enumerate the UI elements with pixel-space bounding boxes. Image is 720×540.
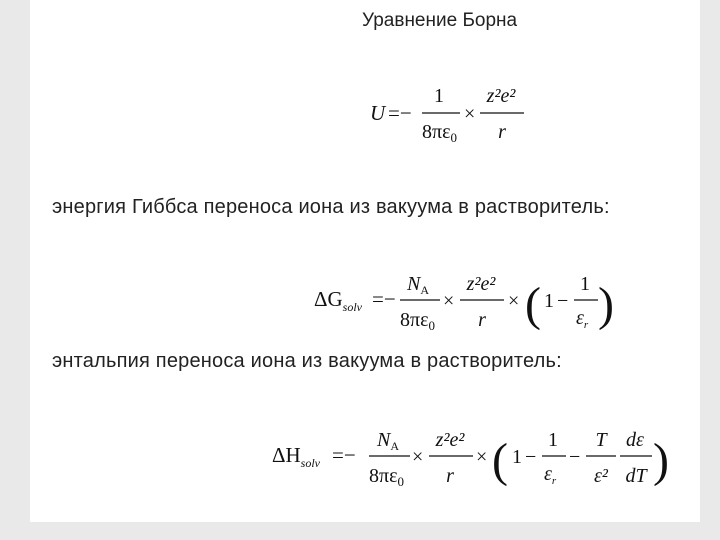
enthalpy-frac5-num: dε — [626, 429, 644, 451]
gibbs-minus: − — [557, 290, 569, 312]
gibbs-frac3-num: 1 — [580, 273, 590, 295]
born-equation — [368, 82, 538, 146]
enthalpy-lhs: $\Delta H_{solv}$ — [272, 443, 321, 470]
enthalpy-minus-2: − — [569, 446, 581, 468]
born-equals-minus: =− — [388, 101, 412, 125]
gibbs-label: энергия Гиббса переноса иона из вакуума в растворитель: — [52, 196, 610, 218]
enthalpy-frac4-num: T — [595, 429, 607, 451]
gibbs-times-2: × — [508, 290, 520, 312]
enthalpy-frac2-den: r — [446, 465, 454, 487]
enthalpy-frac1-den: $8\pi\varepsilon_0$ — [369, 465, 404, 489]
gibbs-equation — [312, 270, 612, 334]
enthalpy-frac3-num: 1 — [548, 429, 558, 451]
enthalpy-frac2-num: z²e² — [435, 429, 465, 451]
enthalpy-paren-left: ( — [492, 434, 508, 487]
slide-title: Уравнение Борна — [362, 10, 518, 31]
gibbs-frac2-den: r — [478, 309, 486, 331]
gibbs-times-1: × — [443, 290, 455, 312]
gibbs-one: 1 — [544, 290, 554, 312]
gibbs-frac1-num: $N_A$ — [406, 273, 430, 297]
gibbs-paren-right: ) — [598, 278, 614, 331]
enthalpy-equation — [270, 424, 670, 494]
enthalpy-frac3-den: $\varepsilon_r$ — [544, 463, 557, 487]
gibbs-frac3-den: $\varepsilon_r$ — [576, 307, 589, 331]
born-lhs: U — [370, 101, 386, 125]
gibbs-frac2-num: z²e² — [466, 273, 496, 295]
enthalpy-times-1: × — [412, 446, 424, 468]
enthalpy-label: энтальпия переноса иона из вакуума в растворитель: — [52, 350, 562, 372]
enthalpy-frac5-den: dT — [625, 465, 647, 487]
born-frac1-num: 1 — [434, 85, 444, 107]
born-frac2-num: z²e² — [486, 85, 516, 107]
born-frac1-den: $8\pi\varepsilon_0$ — [422, 121, 457, 145]
gibbs-paren-left: ( — [525, 278, 541, 331]
enthalpy-equals-minus: =− — [332, 443, 356, 467]
enthalpy-times-2: × — [476, 446, 488, 468]
gibbs-frac1-den: $8\pi\varepsilon_0$ — [400, 309, 435, 333]
gibbs-lhs: $\Delta G_{solv}$ — [314, 287, 363, 314]
enthalpy-one: 1 — [512, 446, 522, 468]
slide-page — [30, 0, 700, 522]
enthalpy-frac4-den: ε² — [594, 465, 608, 487]
enthalpy-minus-1: − — [525, 446, 537, 468]
enthalpy-paren-right: ) — [653, 434, 669, 487]
born-frac2-den: r — [498, 121, 506, 143]
gibbs-equals-minus: =− — [372, 287, 396, 311]
enthalpy-frac1-num: $N_A$ — [376, 429, 400, 453]
born-times: × — [464, 103, 476, 125]
